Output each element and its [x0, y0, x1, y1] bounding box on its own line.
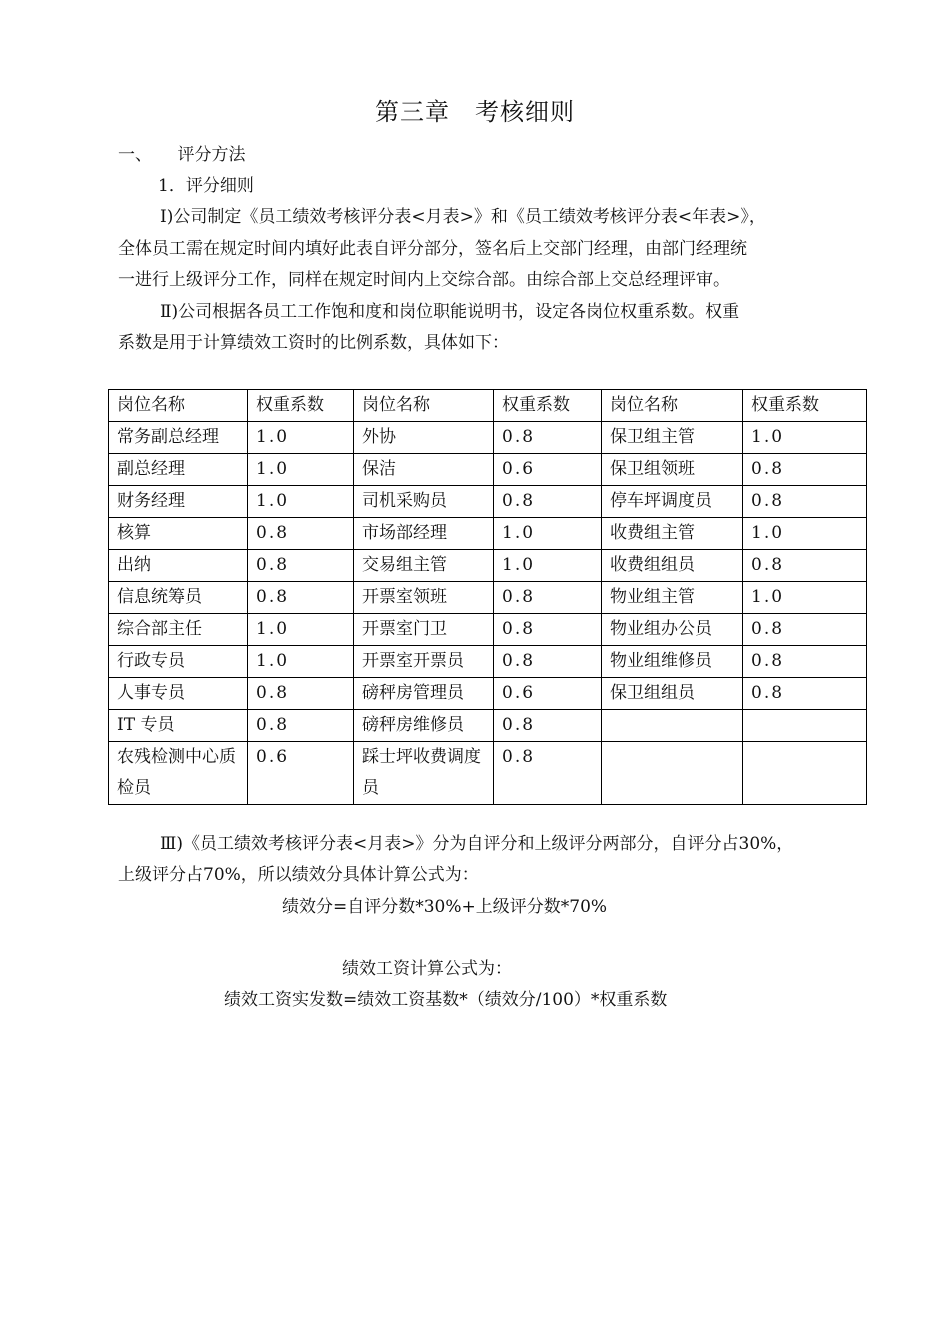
position-cell: 常务副总经理	[109, 422, 248, 454]
weight-cell: 0.8	[494, 486, 602, 518]
weight-cell: 1.0	[743, 582, 867, 614]
position-cell: 物业组主管	[602, 582, 743, 614]
position-cell: 保卫组组员	[602, 678, 743, 710]
weight-cell: 1.0	[248, 646, 354, 678]
weight-coefficient-table	[108, 389, 867, 805]
position-cell: 开票室领班	[354, 582, 494, 614]
position-cell: 农残检测中心质检员	[109, 742, 248, 805]
table-header-cell: 权重系数	[494, 390, 602, 422]
table-row	[109, 486, 867, 518]
paragraph-1-line-3: 一进行上级评分工作，同样在规定时间内上交综合部。由综合部上交总经理评审。	[118, 270, 730, 290]
weight-cell: 0.8	[248, 710, 354, 742]
position-cell: 核算	[109, 518, 248, 550]
position-cell: 物业组办公员	[602, 614, 743, 646]
position-cell	[602, 742, 743, 805]
table-row	[109, 518, 867, 550]
weight-cell: 0.8	[248, 678, 354, 710]
position-cell: 踩士坪收费调度员	[354, 742, 494, 805]
weight-cell: 0.6	[248, 742, 354, 805]
position-cell: 综合部主任	[109, 614, 248, 646]
paragraph-2-line-1: Ⅱ)公司根据各员工工作饱和度和岗位职能说明书，设定各岗位权重系数。权重	[160, 302, 740, 322]
page-title: 第三章 考核细则	[375, 98, 575, 126]
table-row	[109, 550, 867, 582]
table-row	[109, 742, 867, 805]
weight-cell: 0.6	[494, 454, 602, 486]
weight-cell: 1.0	[248, 454, 354, 486]
position-cell: 人事专员	[109, 678, 248, 710]
weight-cell: 0.8	[494, 614, 602, 646]
weight-cell: 1.0	[743, 422, 867, 454]
weight-cell: 1.0	[743, 518, 867, 550]
table-header-cell: 岗位名称	[109, 390, 248, 422]
paragraph-1-line-1: Ⅰ)公司制定《员工绩效考核评分表<月表>》和《员工绩效考核评分表<年表>》，	[160, 207, 766, 227]
position-cell: 停车坪调度员	[602, 486, 743, 518]
paragraph-3-line-2: 上级评分占70%，所以绩效分具体计算公式为：	[118, 865, 479, 885]
weight-cell: 0.8	[248, 582, 354, 614]
table-row	[109, 678, 867, 710]
position-cell: 出纳	[109, 550, 248, 582]
weight-cell: 1.0	[494, 518, 602, 550]
position-cell	[602, 710, 743, 742]
table-row	[109, 422, 867, 454]
table-header-cell: 权重系数	[248, 390, 354, 422]
weight-cell: 0.8	[743, 454, 867, 486]
table-header-cell: 权重系数	[743, 390, 867, 422]
position-cell: 收费组组员	[602, 550, 743, 582]
weight-cell: 0.8	[494, 582, 602, 614]
weight-cell: 1.0	[248, 422, 354, 454]
table-row	[109, 646, 867, 678]
weight-cell: 0.8	[248, 550, 354, 582]
position-cell: 开票室开票员	[354, 646, 494, 678]
paragraph-3-line-1: Ⅲ)《员工绩效考核评分表<月表>》分为自评分和上级评分两部分，自评分占30%，	[160, 834, 794, 854]
position-cell: 保洁	[354, 454, 494, 486]
table-row	[109, 582, 867, 614]
position-cell: IT 专员	[109, 710, 248, 742]
weight-cell: 0.8	[494, 710, 602, 742]
weight-cell: 0.8	[743, 486, 867, 518]
weight-cell: 1.0	[494, 550, 602, 582]
table-header-cell: 岗位名称	[354, 390, 494, 422]
weight-cell: 0.8	[743, 550, 867, 582]
weight-cell: 0.8	[494, 742, 602, 805]
weight-cell: 0.8	[743, 678, 867, 710]
performance-score-formula: 绩效分=自评分数*30%+上级评分数*70%	[282, 897, 608, 917]
table-header-row	[109, 390, 867, 422]
table-header-cell: 岗位名称	[602, 390, 743, 422]
table-row	[109, 454, 867, 486]
position-cell: 外协	[354, 422, 494, 454]
position-cell: 市场部经理	[354, 518, 494, 550]
weight-cell: 0.8	[743, 614, 867, 646]
weight-cell: 1.0	[248, 486, 354, 518]
position-cell: 行政专员	[109, 646, 248, 678]
position-cell: 开票室门卫	[354, 614, 494, 646]
weight-cell	[743, 742, 867, 805]
position-cell: 物业组维修员	[602, 646, 743, 678]
weight-cell: 0.8	[494, 646, 602, 678]
paragraph-1-line-2: 全体员工需在规定时间内填好此表自评分部分，签名后上交部门经理，由部门经理统	[118, 239, 747, 259]
weight-cell: 1.0	[248, 614, 354, 646]
position-cell: 磅秤房维修员	[354, 710, 494, 742]
weight-cell: 0.6	[494, 678, 602, 710]
position-cell: 信息统筹员	[109, 582, 248, 614]
weight-cell: 0.8	[494, 422, 602, 454]
salary-formula-label: 绩效工资计算公式为：	[342, 959, 512, 979]
section-heading: 一、 评分方法	[118, 145, 246, 165]
salary-formula: 绩效工资实发数=绩效工资基数*（绩效分/100）*权重系数	[224, 990, 668, 1010]
position-cell: 财务经理	[109, 486, 248, 518]
weight-cell: 0.8	[743, 646, 867, 678]
paragraph-2-line-2: 系数是用于计算绩效工资时的比例系数，具体如下：	[118, 333, 509, 353]
weight-cell: 0.8	[248, 518, 354, 550]
position-cell: 交易组主管	[354, 550, 494, 582]
position-cell: 磅秤房管理员	[354, 678, 494, 710]
position-cell: 保卫组主管	[602, 422, 743, 454]
weight-cell	[743, 710, 867, 742]
table-row	[109, 710, 867, 742]
position-cell: 副总经理	[109, 454, 248, 486]
position-cell: 收费组主管	[602, 518, 743, 550]
subsection-heading: 1．评分细则	[158, 176, 254, 196]
position-cell: 保卫组领班	[602, 454, 743, 486]
position-cell: 司机采购员	[354, 486, 494, 518]
table-row	[109, 614, 867, 646]
